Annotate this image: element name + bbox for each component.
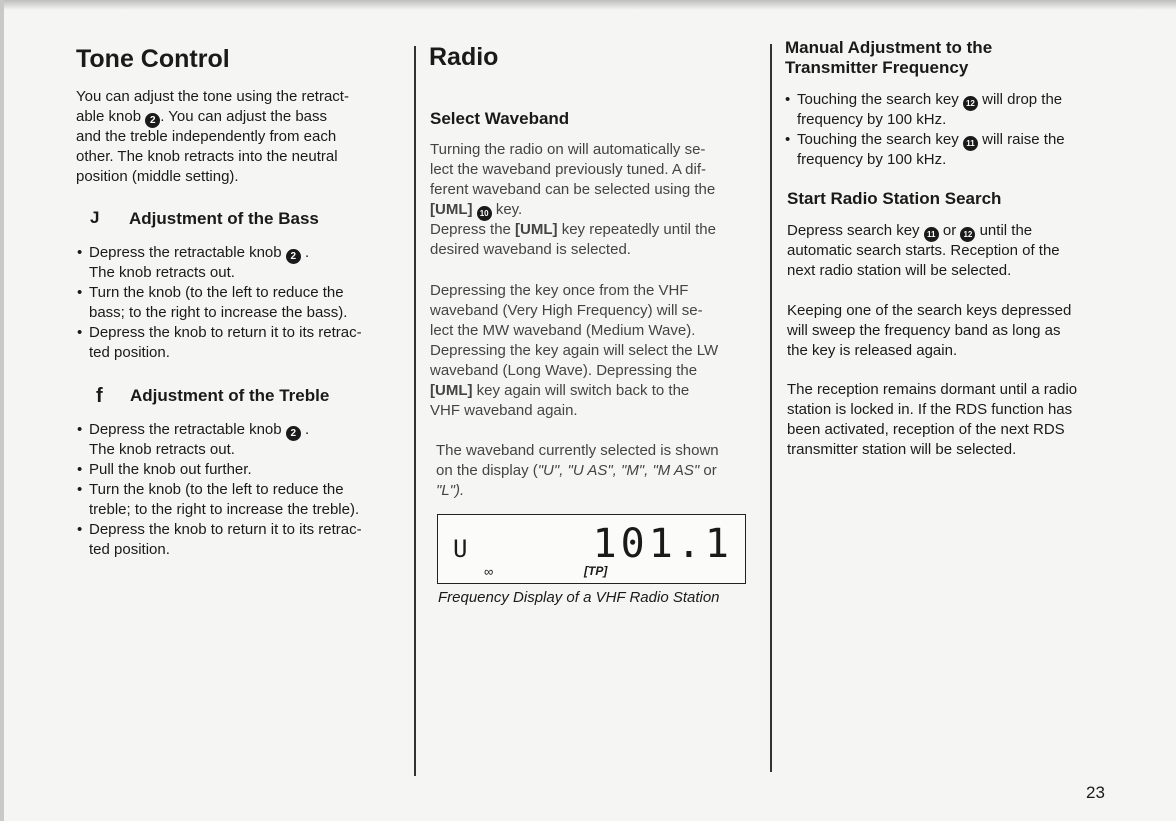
radio-paragraph-line: Depressing the key once from the VHF — [430, 282, 689, 299]
treble-list-item: • Pull the knob out further. — [77, 461, 252, 478]
radio-paragraph-line: VHF waveband again. — [430, 402, 578, 419]
radio-paragraph-line: "L"). — [436, 482, 465, 499]
stereo-icon: ∞ — [484, 564, 494, 579]
radio-paragraph-line: Turning the radio on will automatically se- — [430, 141, 706, 158]
treble-heading: Adjustment of the Treble — [130, 386, 330, 405]
tone-intro-line: position (middle setting). — [76, 168, 239, 185]
radio-paragraph-line: waveband (Very High Frequency) will se- — [430, 302, 703, 319]
radio-paragraph-line: waveband (Long Wave). Depressing the — [430, 362, 698, 379]
radio-paragraph-line: lect the MW waveband (Medium Wave). — [430, 322, 696, 339]
knob-2-icon: 2 — [145, 113, 160, 128]
radio-paragraph-line: desired waveband is selected. — [430, 241, 631, 258]
page-number: 23 — [1086, 783, 1105, 802]
treble-symbol-icon: f — [96, 385, 103, 407]
tone-intro-line: You can adjust the tone using the retract- — [76, 88, 349, 105]
bass-list-item-line: ted position. — [89, 344, 170, 361]
manual-list-item: • Touching the search key 11 will raise the — [797, 130, 1065, 151]
page-top-shadow — [0, 0, 1176, 10]
manual-list-item: • Touching the search key 12 will drop the — [797, 90, 1062, 111]
display-caption: Frequency Display of a VHF Radio Station — [438, 589, 720, 606]
radio-paragraph-line: Depress the [UML] key repeatedly until the — [430, 221, 716, 238]
page-left-edge — [0, 0, 4, 821]
bass-symbol-icon: J — [90, 208, 100, 227]
tone-intro-line: and the treble independently from each — [76, 128, 337, 145]
manual-list-item-line: frequency by 100 kHz. — [797, 151, 947, 168]
search-paragraph-line: Keeping one of the search keys depressed — [787, 302, 1072, 319]
knob-11-icon: 11 — [963, 136, 978, 151]
tp-indicator: [TP] — [584, 564, 608, 578]
bass-list-item-line: bass; to the right to increase the bass). — [89, 304, 348, 321]
treble-list-item: • Depress the knob to return it to its retrac- — [77, 521, 362, 538]
display-waveband: U — [453, 535, 468, 563]
tone-intro-line: other. The knob retracts into the neutral — [76, 148, 338, 165]
search-paragraph-line: been activated, reception of the next RDS — [787, 421, 1065, 438]
knob-2-icon: 2 — [286, 249, 301, 264]
search-paragraph-line: the key is released again. — [787, 342, 958, 359]
search-paragraph-line: The reception remains dormant until a radio — [787, 381, 1078, 398]
frequency-display — [437, 514, 746, 584]
knob-10-icon: 10 — [477, 206, 492, 221]
radio-paragraph-line: The waveband currently selected is shown — [436, 442, 719, 459]
treble-list-item: • Depress the retractable knob 2 . — [77, 421, 310, 439]
search-paragraph-line: transmitter station will be selected. — [787, 441, 1017, 458]
knob-12-icon: 12 — [960, 227, 975, 242]
search-paragraph-line: next radio station will be selected. — [787, 262, 1012, 279]
knob-12-icon: 12 — [963, 96, 978, 111]
search-paragraph-line: Depress search key 11 or 12 until the — [787, 221, 1032, 242]
tone-control-title: Tone Control — [76, 45, 230, 73]
column-rule-left — [414, 46, 416, 776]
search-paragraph-line: station is locked in. If the RDS function has — [787, 401, 1073, 418]
bass-list-item: • Turn the knob (to the left to reduce the — [77, 284, 344, 301]
bass-heading: Adjustment of the Bass — [129, 209, 319, 228]
manual-list-item-line: frequency by 100 kHz. — [797, 111, 947, 128]
select-waveband-heading: Select Waveband — [430, 109, 570, 128]
knob-11-icon: 11 — [924, 227, 939, 242]
search-paragraph-line: will sweep the frequency band as long as — [787, 322, 1061, 339]
radio-paragraph-line: lect the waveband previously tuned. A dif- — [430, 161, 707, 178]
radio-paragraph-line: ferent waveband can be selected using the — [430, 181, 716, 198]
tone-intro-line: able knob 2 . You can adjust the bass — [76, 108, 328, 126]
manual-adjust-heading: Transmitter Frequency — [785, 58, 969, 77]
station-search-heading: Start Radio Station Search — [787, 189, 1002, 208]
knob-2-icon: 2 — [286, 426, 301, 441]
radio-title: Radio — [429, 43, 499, 71]
treble-list-item-line: The knob retracts out. — [89, 441, 235, 458]
search-paragraph-line: automatic search starts. Reception of the — [787, 242, 1060, 259]
treble-list-item-line: treble; to the right to increase the treble). — [89, 501, 360, 518]
radio-paragraph-line: on the display ("U", "U AS", "M", "M AS" or — [436, 462, 717, 479]
display-frequency: 101.1 — [592, 521, 733, 567]
radio-paragraph-line: [UML] key again will switch back to the — [430, 382, 690, 399]
bass-list-item: • Depress the knob to return it to its retrac- — [77, 324, 362, 341]
radio-paragraph-line: [UML] 10 key. — [430, 200, 522, 221]
radio-paragraph-line: Depressing the key again will select the LW — [430, 342, 719, 359]
bass-list-item-line: The knob retracts out. — [89, 264, 235, 281]
bass-list-item: • Depress the retractable knob 2 . — [77, 244, 310, 262]
treble-list-item-line: ted position. — [89, 541, 170, 558]
treble-list-item: • Turn the knob (to the left to reduce the — [77, 481, 344, 498]
manual-adjust-heading: Manual Adjustment to the — [785, 38, 993, 57]
column-rule-right — [770, 44, 772, 772]
